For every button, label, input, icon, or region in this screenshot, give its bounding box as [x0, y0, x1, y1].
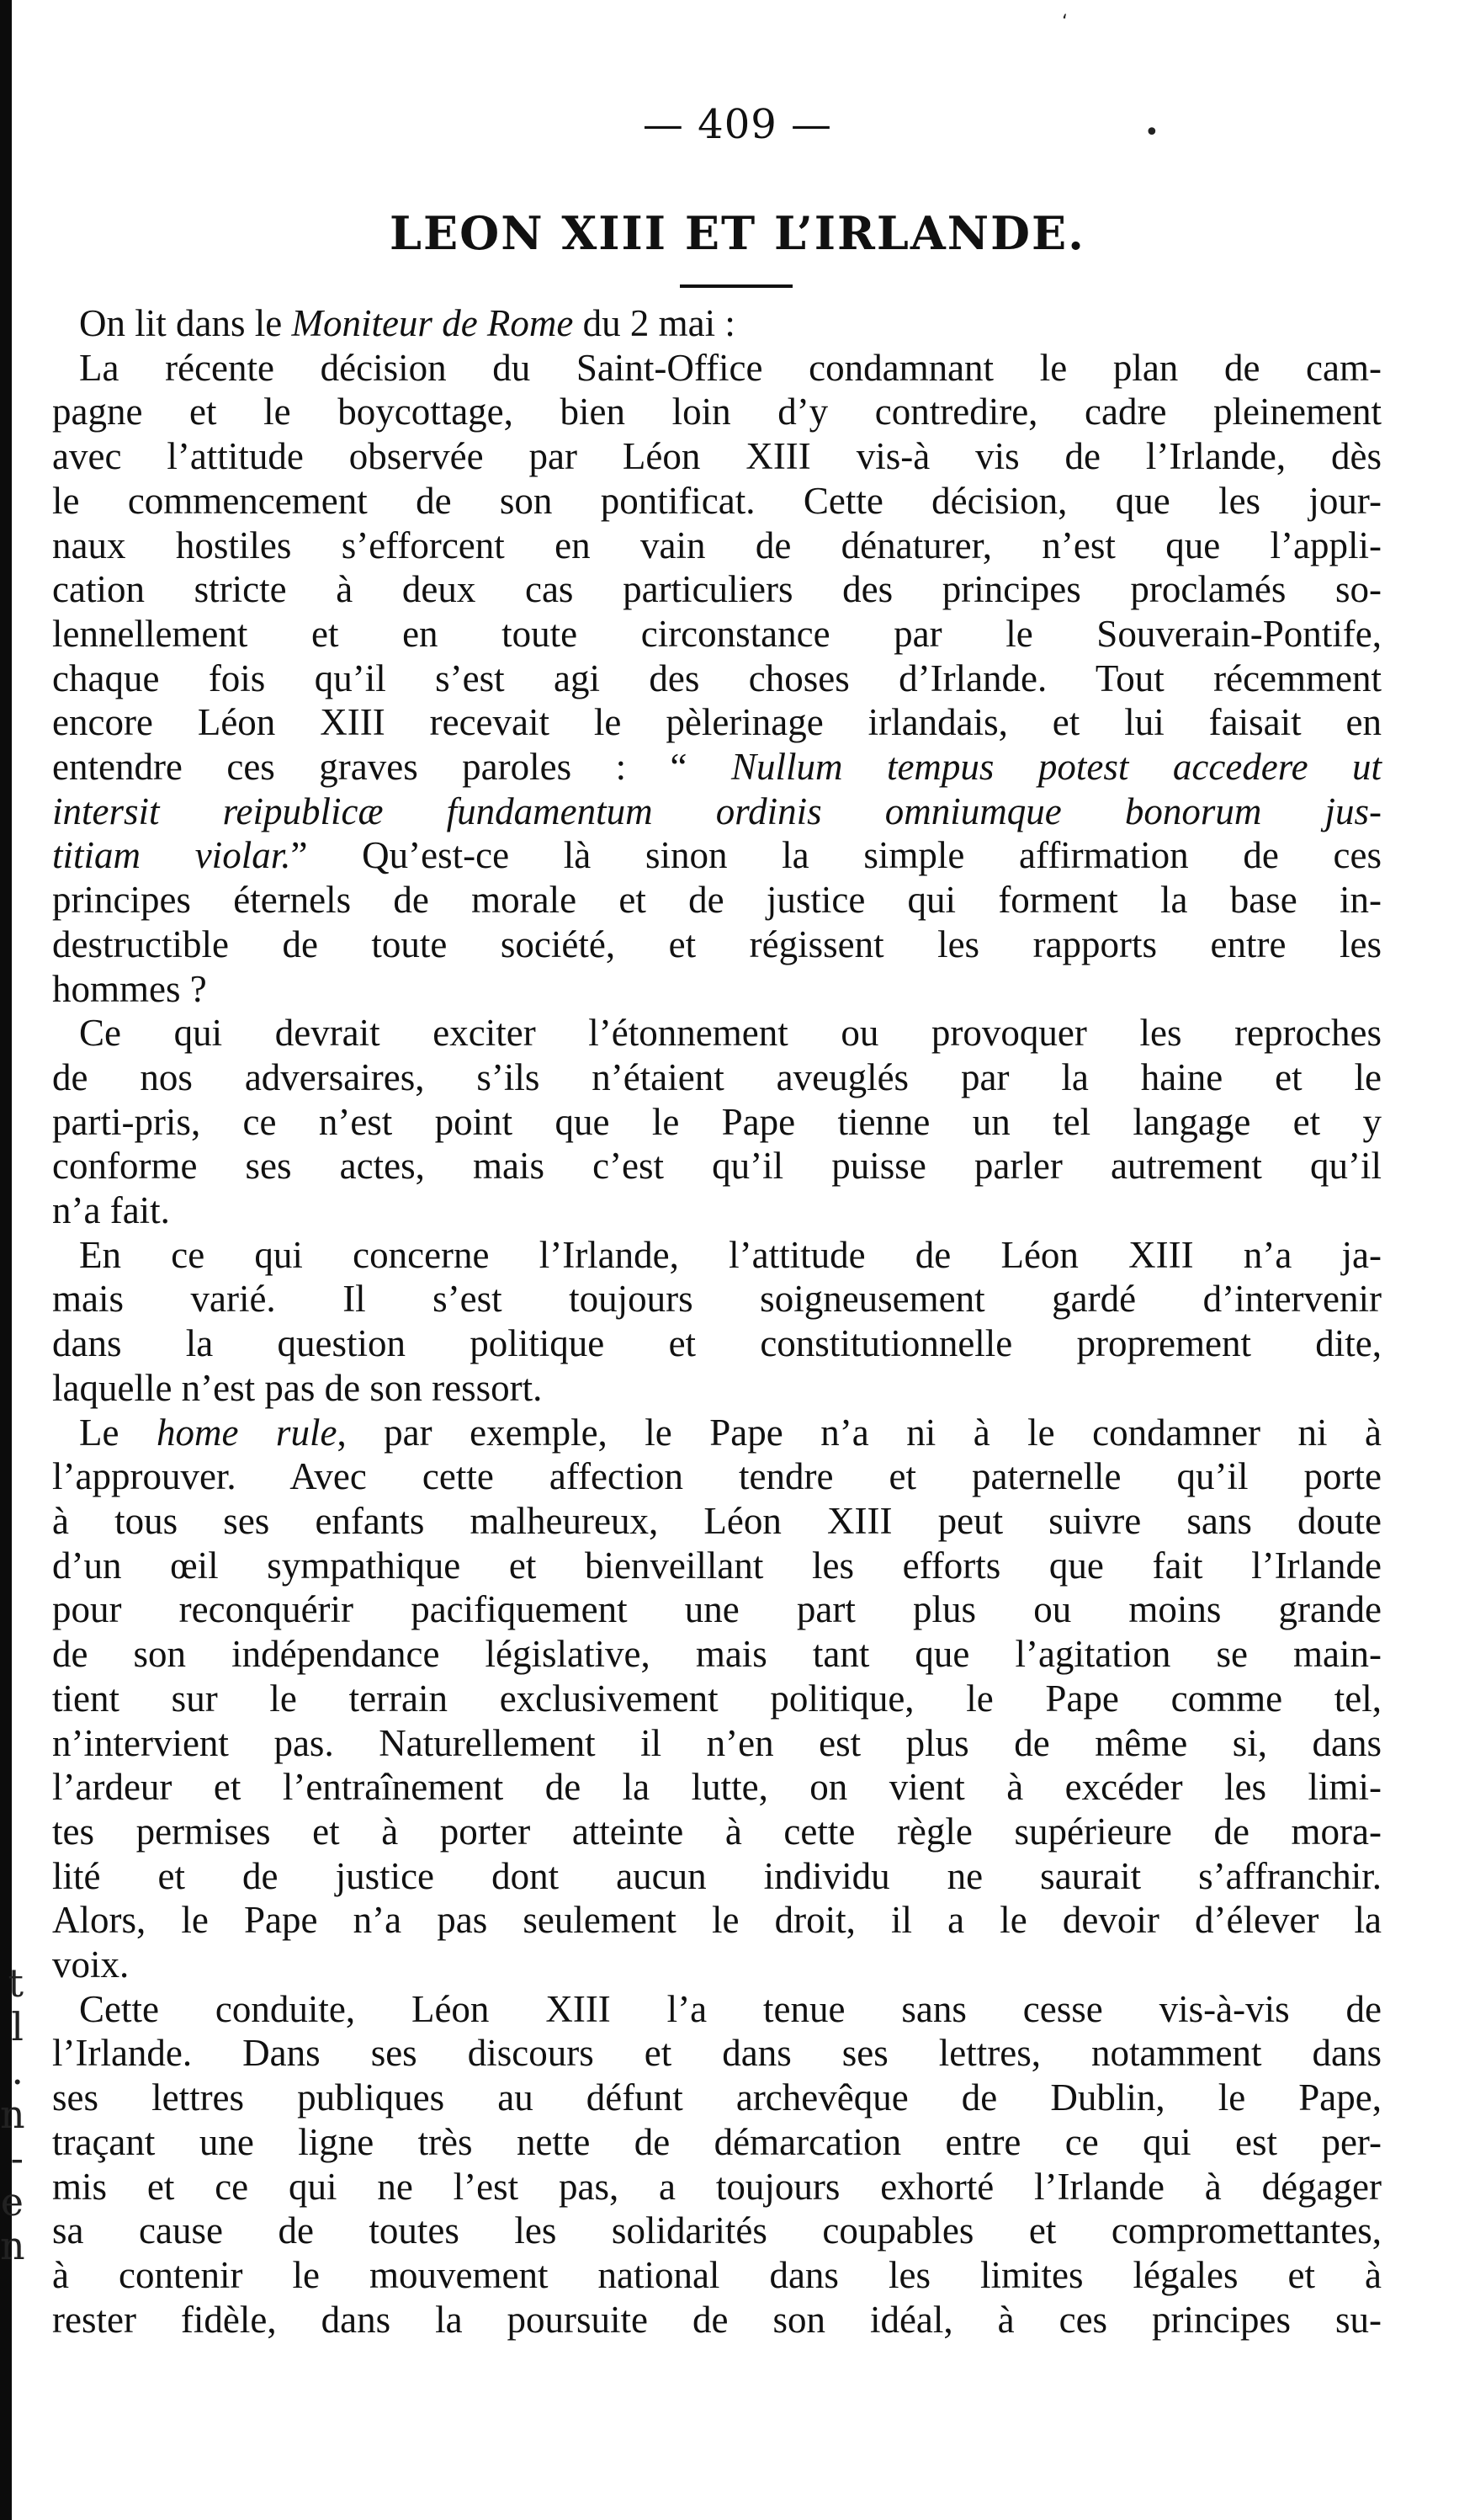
paragraph — [52, 1987, 1382, 2342]
paragraph — [52, 346, 1382, 1012]
text-line: voix. — [52, 1943, 130, 1986]
title-rule — [680, 284, 793, 288]
text-line: mais varié. Il s’est toujours soigneusement gardé d’intervenir — [52, 1278, 1382, 1321]
text-line: rester fidèle, dans la poursuite de son idéal, à ces principes su- — [52, 2298, 1382, 2341]
text-line: le commencement de son pontificat. Cette décision, que les jour- — [52, 479, 1382, 522]
text-line: tient sur le terrain exclusivement politique, le Pape comme tel, — [52, 1677, 1382, 1720]
text-line: lité et de justice dont aucun individu ne saurait s’affranchir. — [52, 1854, 1382, 1897]
text-line: d’un œil sympathique et bienveillant les efforts que fait l’Irlande — [52, 1544, 1382, 1587]
text-line: sa cause de toutes les solidarités coupables et compromettantes, — [52, 2209, 1382, 2252]
text-line: l’Irlande. Dans ses discours et dans ses lettres, notamment dans — [52, 2032, 1382, 2075]
gutter-letter: n — [0, 2092, 25, 2137]
text-line: titiam violar.” Qu’est-ce là sinon la simple affirmation de ces — [52, 834, 1382, 877]
ink-speck: • — [1144, 118, 1159, 147]
gutter-letter: t — [8, 1960, 24, 2006]
text-line: n’intervient pas. Naturellement il n’en est plus de même si, dans — [52, 1721, 1382, 1764]
gutter-letter: l — [11, 2004, 24, 2049]
text-line: à contenir le mouvement national dans les limites légales et à — [52, 2253, 1382, 2296]
page-number: — 409 — — [642, 101, 833, 148]
text-line: l’ardeur et l’entraînement de la lutte, on vient à excéder les limi- — [52, 1766, 1382, 1809]
text-line: encore Léon XIII recevait le pèlerinage irlandais, et lui faisait en — [52, 701, 1382, 744]
text-line — [52, 789, 1382, 834]
text-line: La récente décision du Saint-Office condamnant le plan de cam- — [79, 346, 1382, 389]
gutter-letter: e — [0, 2179, 24, 2225]
gutter-letter: - — [10, 2135, 24, 2181]
paragraph — [52, 1233, 1382, 1411]
text-line: Alors, le Pape n’a pas seulement le droit, il a le devoir d’élever la — [52, 1899, 1382, 1942]
latin-quotation: Nullum tempus potest accedere ut — [730, 746, 1382, 789]
source-title: Moniteur de Rome — [291, 302, 574, 344]
text-line: de nos adversaires, s’ils n’étaient aveuglés par la haine et le — [52, 1055, 1382, 1098]
latin-quotation: titiam violar. — [52, 834, 291, 877]
text-line: cation stricte à deux cas particuliers des principes proclamés so- — [52, 568, 1382, 611]
text-line: En ce qui concerne l’Irlande, l’attitude de Léon XIII n’a ja- — [79, 1233, 1382, 1276]
text-line: ses lettres publiques au défunt archevêque de Dublin, le Pape, — [52, 2076, 1382, 2119]
text-line: Le home rule, par exemple, le Pape n’a ni à le condamner ni à — [79, 1411, 1382, 1454]
text-line: hommes ? — [52, 967, 207, 1010]
text-line: destructible de toute société, et régissent les rapports entre les — [52, 922, 1382, 965]
text-line: n’a fait. — [52, 1189, 170, 1232]
text-line: pour reconquérir pacifiquement une part plus ou moins grande — [52, 1588, 1382, 1631]
text-line: principes éternels de morale et de justice qui forment la base in- — [52, 879, 1382, 922]
text-line: Cette conduite, Léon XIII l’a tenue sans cesse vis-à-vis de — [79, 1987, 1382, 2030]
text-line: mis et ce qui ne l’est pas, a toujours exhorté l’Irlande à dégager — [52, 2165, 1382, 2208]
ink-speck: ‘ — [1062, 12, 1068, 33]
text-line: lennellement et en toute circonstance par le Souverain-Pontife, — [52, 612, 1382, 655]
text-line: à tous ses enfants malheureux, Léon XIII peut suivre sans doute — [52, 1499, 1382, 1542]
text-line: de son indépendance législative, mais tant que l’agitation se main- — [52, 1633, 1382, 1676]
gutter-letter: n — [0, 2223, 25, 2268]
text-line: tes permises et à porter atteinte à cette règle supérieure de mora- — [52, 1810, 1382, 1853]
text-line: parti-pris, ce n’est point que le Pape tienne un tel langage et y — [52, 1100, 1382, 1143]
paragraph — [52, 1011, 1382, 1233]
page-title: LEON XIII ET L’IRLANDE. — [390, 206, 1085, 260]
paragraph — [52, 1411, 1382, 1987]
text-line: conforme ses actes, mais c’est qu’il puisse parler autrement qu’il — [52, 1145, 1382, 1188]
text-line: chaque fois qu’il s’est agi des choses d’Irlande. Tout récemment — [52, 657, 1382, 699]
article-body — [52, 301, 1382, 2342]
text-line: traçant une ligne très nette de démarcation entre ce qui est per- — [52, 2120, 1382, 2163]
latin-quotation: intersit reipublicæ fundamentum ordinis omniumque bonorum jus- — [52, 789, 1382, 832]
text-line: Ce qui devrait exciter l’étonnement ou provoquer les reproches — [79, 1012, 1382, 1055]
text-line: entendre ces graves paroles : “ Nullum tempus potest accedere ut — [52, 746, 1382, 789]
text-line: l’approuver. Avec cette affection tendre et paternelle qu’il porte — [52, 1455, 1382, 1498]
text-line: naux hostiles s’efforcent en vain de dénaturer, n’est que l’appli- — [52, 524, 1382, 566]
latin-quotation: home rule — [156, 1411, 337, 1454]
gutter-fragments — [0, 1961, 25, 2267]
text-line: laquelle n’est pas de son ressort. — [52, 1366, 543, 1409]
gutter-letter: . — [11, 2048, 24, 2093]
text-line: dans la question politique et constitutionnelle proprement dite, — [52, 1322, 1382, 1365]
intro-line: On lit dans le Moniteur de Rome du 2 mai : — [79, 302, 735, 344]
text-line: avec l’attitude observée par Léon XIII vis-à vis de l’Irlande, dès — [52, 435, 1382, 478]
text-line: pagne et le boycottage, bien loin d’y contredire, cadre pleinement — [52, 391, 1382, 433]
